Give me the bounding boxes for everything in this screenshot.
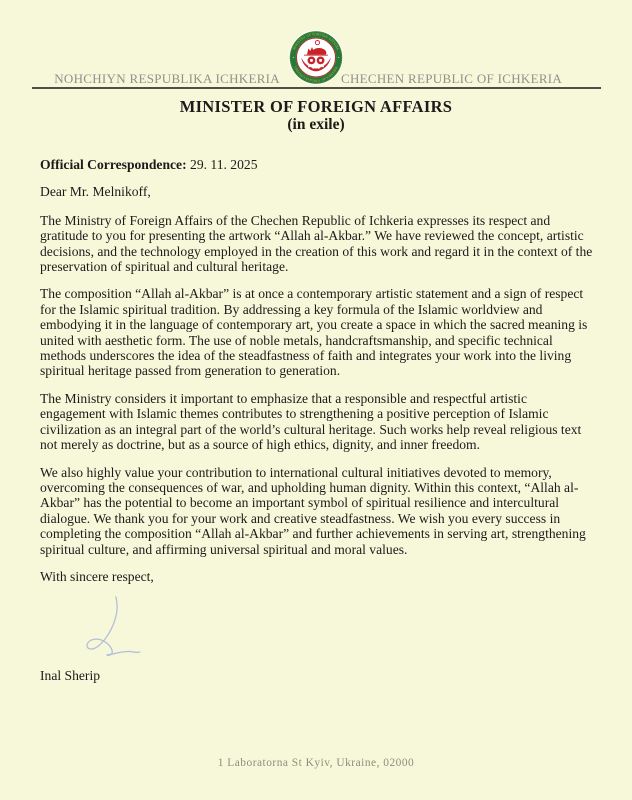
letter-body	[40, 157, 596, 684]
paragraph-4: We also highly value your contribution to international cultural initiatives devoted to memory, overcoming the consequences of war, and upholding human dignity. Within this context, “Allah al-Akbar” has the potential to become an important symbol of spiritual resilience and intercultural dialogue. We thank you for your work and creative steadfastness. We wish you every success in completing the composition “Allah al-Akbar” and further achievements in serving art, strengthening spiritual culture, and affirming universal spiritual and moral values.	[40, 464, 586, 557]
seal-ring-top-text: MINISTRY OF FOREIGN AFFAIRS	[292, 32, 340, 51]
page-title: MINISTER OF FOREIGN AFFAIRS	[179, 97, 453, 116]
paragraph-3: The Ministry considers it important to emphasize that a responsible and respectful artistic engagement with Islamic themes contributes to strengthening a positive perception of Islamic civilization as an integral part of the world’s cultural heritage. Such works help reveal religious text not merely as doctrine, but as a source of high ethics, dignity, and inner freedom.	[40, 390, 582, 453]
signatory-name: Inal Sherip	[40, 668, 101, 684]
paragraph-2: The composition “Allah al-Akbar” is at once a contemporary artistic statement and a sign of respect for the Islamic spiritual tradition. By addressing a key formula of the Islamic worldview and embodying it in the language of contemporary art, you create a space in which the sacred meaning is united with aesthetic form. The use of noble metals, handcraftsmanship, and specific technical methods underscores the idea of the steadfastness of faith and integrates your work into the living spiritual heritage passed from generation to generation.	[40, 286, 588, 379]
page-subtitle: (in exile)	[287, 116, 345, 133]
signature-icon	[70, 594, 158, 666]
correspondence-label: Official Correspondence:	[40, 157, 187, 172]
correspondence-line	[40, 157, 596, 172]
letterhead-right-title: CHECHEN REPUBLIC OF ICHKERIA	[341, 71, 563, 86]
paragraph-1: The Ministry of Foreign Affairs of the Chechen Republic of Ichkeria expresses its respect and gratitude to you for presenting the artwork “Allah al-Akbar.” We have reviewed the concept, artistic decisions, and the technology employed in the creation of this work and regard it in the context of the preservation of spiritual and cultural heritage.	[40, 212, 593, 275]
letterhead-divider	[32, 87, 601, 89]
footer-address: 1 Laboratorna St Kyiv, Ukraine, 02000	[217, 757, 415, 769]
seal-ring-bottom-text: CHECHEN REPUBLIC OF ICHKERIA	[293, 65, 339, 83]
ministry-seal-icon	[288, 29, 345, 86]
closing-line: With sincere respect,	[40, 568, 154, 584]
title-block	[0, 89, 632, 134]
letterhead-left-title: NOHCHIYN RESPUBLIKA ICHKERIA	[54, 71, 280, 86]
letterhead	[0, 0, 632, 89]
salutation: Dear Mr. Melnikoff,	[40, 184, 151, 200]
correspondence-date: 29. 11. 2025	[190, 157, 258, 172]
